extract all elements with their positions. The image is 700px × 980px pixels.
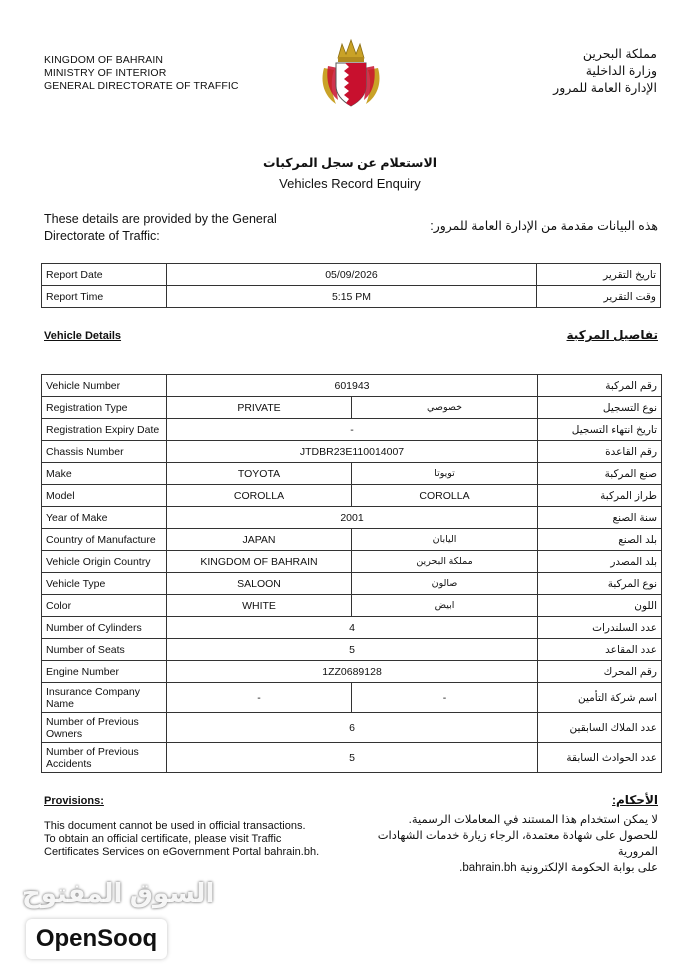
- make-value: TOYOTA: [167, 463, 352, 485]
- table-row: [42, 397, 662, 419]
- table-row: [42, 507, 662, 529]
- intro-text-arabic: هذه البيانات مقدمة من الإدارة العامة للمرور:: [430, 219, 658, 233]
- country-of-manufacture-value-ar: اليابان: [352, 529, 538, 551]
- provisions-text-arabic: [348, 812, 658, 876]
- previous-accidents-label-ar: عدد الحوادث السابقة: [538, 743, 662, 773]
- previous-accidents-value: 5: [167, 743, 538, 773]
- report-date-label: Report Date: [42, 264, 167, 286]
- opensooq-watermark-arabic: السوق المفتوح: [22, 878, 215, 908]
- report-time-label: Report Time: [42, 286, 167, 308]
- report-time-label-ar: وقت التقرير: [537, 286, 661, 308]
- chassis-number-label: Chassis Number: [42, 441, 167, 463]
- report-date-value: 05/09/2026: [167, 264, 537, 286]
- provisions-line-ar: على بوابة الحكومة الإلكترونية bahrain.bh.: [459, 862, 658, 874]
- color-label: Color: [42, 595, 167, 617]
- previous-owners-value: 6: [167, 713, 538, 743]
- table-row: [42, 419, 662, 441]
- seats-label: Number of Seats: [42, 639, 167, 661]
- bahrain-coat-of-arms-icon: [318, 38, 384, 110]
- insurance-company-value: -: [167, 683, 352, 713]
- header-ar-line: وزارة الداخلية: [585, 64, 657, 78]
- seats-value: 5: [167, 639, 538, 661]
- color-value: WHITE: [167, 595, 352, 617]
- table-row: [42, 617, 662, 639]
- engine-number-label: Engine Number: [42, 661, 167, 683]
- provisions-line: Certificates Services on eGovernment Portal bahrain.bh.: [44, 846, 320, 858]
- year-of-make-label: Year of Make: [42, 507, 167, 529]
- engine-number-value: 1ZZ0689128: [167, 661, 538, 683]
- table-row: [42, 375, 662, 397]
- cylinders-value: 4: [167, 617, 538, 639]
- registration-type-label: Registration Type: [42, 397, 167, 419]
- table-row: [42, 551, 662, 573]
- registration-type-value-ar: خصوصي: [352, 397, 538, 419]
- document-title-arabic: الاستعلام عن سجل المركبات: [262, 156, 438, 170]
- insurance-company-value-ar: -: [352, 683, 538, 713]
- registration-type-label-ar: نوع التسجيل: [538, 397, 662, 419]
- vehicle-number-label-ar: رقم المركبة: [538, 375, 662, 397]
- chassis-number-label-ar: رقم القاعدة: [538, 441, 662, 463]
- header-arabic: [553, 46, 657, 97]
- table-row: [42, 573, 662, 595]
- table-row: [42, 463, 662, 485]
- vehicle-details-heading: Vehicle Details: [44, 330, 122, 342]
- vehicle-details-heading-ar: تفاصيل المركبة: [566, 328, 658, 342]
- provisions-line-ar: لا يمكن استخدام هذا المستند في المعاملات الرسمية.: [408, 814, 658, 826]
- table-row: [42, 529, 662, 551]
- model-value: COROLLA: [167, 485, 352, 507]
- make-label-ar: صنع المركبة: [538, 463, 662, 485]
- model-value-ar: COROLLA: [352, 485, 538, 507]
- table-row: [42, 441, 662, 463]
- chassis-number-value: JTDBR23E110014007: [167, 441, 538, 463]
- origin-country-value-ar: مملكة البحرين: [352, 551, 538, 573]
- registration-type-value: PRIVATE: [167, 397, 352, 419]
- provisions-heading: Provisions:: [44, 795, 104, 807]
- origin-country-label-ar: بلد المصدر: [538, 551, 662, 573]
- table-row: [42, 286, 661, 308]
- vehicle-details-table: [41, 374, 662, 773]
- table-row: [42, 743, 662, 773]
- provisions-line: To obtain an official certificate, please visit Traffic: [44, 833, 282, 845]
- model-label: Model: [42, 485, 167, 507]
- registration-expiry-label-ar: تاريخ انتهاء التسجيل: [538, 419, 662, 441]
- previous-owners-label-ar: عدد الملاك السابقين: [538, 713, 662, 743]
- table-row: [42, 661, 662, 683]
- vehicle-number-value: 601943: [167, 375, 538, 397]
- table-row: [42, 595, 662, 617]
- make-value-ar: تويوتا: [352, 463, 538, 485]
- year-of-make-value: 2001: [167, 507, 538, 529]
- registration-expiry-label: Registration Expiry Date: [42, 419, 167, 441]
- header-english: [44, 54, 239, 93]
- provisions-line-ar: للحصول على شهادة معتمدة، الرجاء زيارة خدمات الشهادات المرورية: [377, 830, 658, 858]
- report-time-value: 5:15 PM: [167, 286, 537, 308]
- opensooq-watermark-logo: OpenSooq: [26, 919, 167, 959]
- color-label-ar: اللون: [538, 595, 662, 617]
- vehicle-number-label: Vehicle Number: [42, 375, 167, 397]
- header-ar-line: مملكة البحرين: [582, 47, 657, 61]
- registration-expiry-value: -: [167, 419, 538, 441]
- cylinders-label: Number of Cylinders: [42, 617, 167, 639]
- table-row: [42, 683, 662, 713]
- engine-number-label-ar: رقم المحرك: [538, 661, 662, 683]
- origin-country-value: KINGDOM OF BAHRAIN: [167, 551, 352, 573]
- country-of-manufacture-value: JAPAN: [167, 529, 352, 551]
- provisions-heading-ar: الأحكام:: [612, 793, 658, 807]
- document-title: Vehicles Record Enquiry: [279, 176, 421, 191]
- previous-accidents-label: Number of Previous Accidents: [42, 743, 167, 773]
- country-of-manufacture-label: Country of Manufacture: [42, 529, 167, 551]
- vehicle-type-value-ar: صالون: [352, 573, 538, 595]
- year-of-make-label-ar: سنة الصنع: [538, 507, 662, 529]
- table-row: [42, 639, 662, 661]
- intro-text-english: These details are provided by the General Directorate of Traffic:: [44, 212, 277, 243]
- seats-label-ar: عدد المقاعد: [538, 639, 662, 661]
- header-en-line: GENERAL DIRECTORATE OF TRAFFIC: [44, 80, 239, 92]
- vehicle-type-value: SALOON: [167, 573, 352, 595]
- country-of-manufacture-label-ar: بلد الصنع: [538, 529, 662, 551]
- report-info-table: [41, 263, 661, 308]
- origin-country-label: Vehicle Origin Country: [42, 551, 167, 573]
- color-value-ar: ابيض: [352, 595, 538, 617]
- header-en-line: MINISTRY OF INTERIOR: [44, 67, 167, 79]
- provisions-text-english: [44, 820, 344, 859]
- table-row: [42, 264, 661, 286]
- table-row: [42, 485, 662, 507]
- previous-owners-label: Number of Previous Owners: [42, 713, 167, 743]
- header-ar-line: الإدارة العامة للمرور: [553, 81, 657, 95]
- report-date-label-ar: تاريخ التقرير: [537, 264, 661, 286]
- vehicle-type-label: Vehicle Type: [42, 573, 167, 595]
- provisions-line: This document cannot be used in official transactions.: [44, 820, 306, 832]
- model-label-ar: طراز المركبة: [538, 485, 662, 507]
- insurance-company-label-ar: اسم شركة التأمين: [538, 683, 662, 713]
- header-en-line: KINGDOM OF BAHRAIN: [44, 54, 164, 66]
- cylinders-label-ar: عدد السلندرات: [538, 617, 662, 639]
- vehicle-type-label-ar: نوع المركبة: [538, 573, 662, 595]
- table-row: [42, 713, 662, 743]
- make-label: Make: [42, 463, 167, 485]
- insurance-company-label: Insurance Company Name: [42, 683, 167, 713]
